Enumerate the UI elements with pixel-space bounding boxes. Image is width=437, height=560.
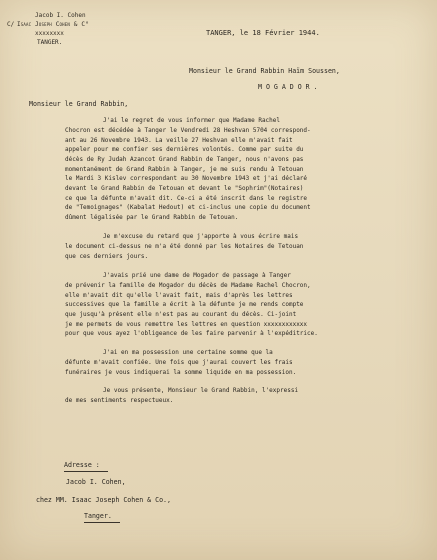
address-label: Adresse : bbox=[64, 461, 100, 469]
paragraph-line: Je m'excuse du retard que j'apporte à vous écrire mais bbox=[103, 233, 299, 240]
paragraph-line: décès de Ry Judah Azancot Grand Rabbin de Tanger, nous n'avons pas bbox=[65, 156, 304, 163]
paragraph-line: J'avais prié une dame de Mogador de passage à Tanger bbox=[103, 272, 291, 279]
recipient-city: M O G A D O R . bbox=[258, 83, 318, 91]
paragraph-line: successives que la famille a écrit à la défunte je me rends compte bbox=[65, 301, 304, 308]
address-line: Jacob I. Cohen, bbox=[66, 478, 126, 486]
paragraph-line: Je vous présente, Monsieur le Grand Rabbin, l'expressi bbox=[103, 387, 299, 394]
paragraph-line: de mes sentiments respectueux. bbox=[65, 397, 174, 404]
date-line: TANGER, le 18 Février 1944. bbox=[206, 29, 320, 37]
paragraph-line: elle m'avait dit qu'elle l'avait fait, mais d'après les lettres bbox=[65, 292, 293, 299]
paragraph-line: de "Temoignages" (Kabalat Hedout) et ci-inclus une copie du document bbox=[65, 204, 311, 211]
paragraph-line: J'ai le regret de vous informer que Madame Rachel bbox=[103, 117, 281, 124]
paragraph-line: le Mardi 3 Kislev correspondant au 30 Novembre 1943 et j'ai déclaré bbox=[65, 175, 308, 182]
paragraph-line: ce que la défunte m'avait dit. Ce-ci a été inscrit dans le registre bbox=[65, 195, 308, 202]
paragraph-line: ant au 26 Novembre 1943. La veille 27 Heshvan elle m'avait fait bbox=[65, 137, 293, 144]
paragraph-line: le document ci-dessus ne m'a été donné par les Notaires de Tetouan bbox=[65, 243, 304, 250]
paragraph-line: dûment légalisée par le Grand Rabbin de Tetouan. bbox=[65, 214, 239, 221]
paragraph-line: que ces derniers jours. bbox=[65, 253, 149, 260]
paragraph-line: que jusqu'à présent elle n'est pas au courant du décès. Ci-joint bbox=[65, 311, 297, 318]
salutation: Monsieur le Grand Rabbin, bbox=[29, 100, 129, 108]
paragraph-line: devant le Grand Rabbin de Tetouan et devant le "Sophrim"(Notaires) bbox=[65, 185, 304, 192]
paragraph-line: Chocron est décédée à Tanger le Vendredi 28 Heshvan 5704 correspond- bbox=[65, 127, 311, 134]
address-line: Tanger. bbox=[84, 512, 112, 520]
address-line: chez MM. Isaac Joseph Cohen & Co., bbox=[36, 496, 171, 504]
letterhead-firm: Isaac Joseph Cohen & C° bbox=[17, 21, 90, 28]
recipient-name: Monsieur le Grand Rabbin Haïm Soussen, bbox=[189, 67, 340, 75]
letterhead-city: TANGER. bbox=[37, 39, 63, 46]
paragraph-line: appeler pour me confier ses dernières volontés. Comme par suite du bbox=[65, 146, 304, 153]
paragraph-line: de prévenir la famille de Mogador du décès de Madame Rachel Chocron, bbox=[65, 282, 311, 289]
paragraph-line: momentanément de Grand Rabbin à Tanger, je me suis rendu à Tetouan bbox=[65, 166, 304, 173]
letterhead-prefix: C/ bbox=[7, 21, 15, 28]
letterhead-name: Jacob I. Cohen bbox=[35, 12, 86, 19]
address-city-underline bbox=[84, 522, 120, 523]
address-label-underline bbox=[64, 471, 108, 472]
paragraph-line: funéraires je vous indiquerai la somme liquide en ma possession. bbox=[65, 369, 297, 376]
letterhead-struck: xxxxxxxx bbox=[35, 30, 64, 37]
paragraph-line: pour que vous ayez l'obligeance de les faire parvenir à l'expéditrice. bbox=[65, 330, 318, 337]
paragraph-line: J'ai en ma possession une certaine somme que la bbox=[103, 349, 273, 356]
paragraph-line: je me permets de vous remettre les lettres en question xxxxxxxxxxxx bbox=[65, 321, 308, 328]
paragraph-line: défunte m'avait confiée. Une fois que j'aurai couvert les frais bbox=[65, 359, 293, 366]
